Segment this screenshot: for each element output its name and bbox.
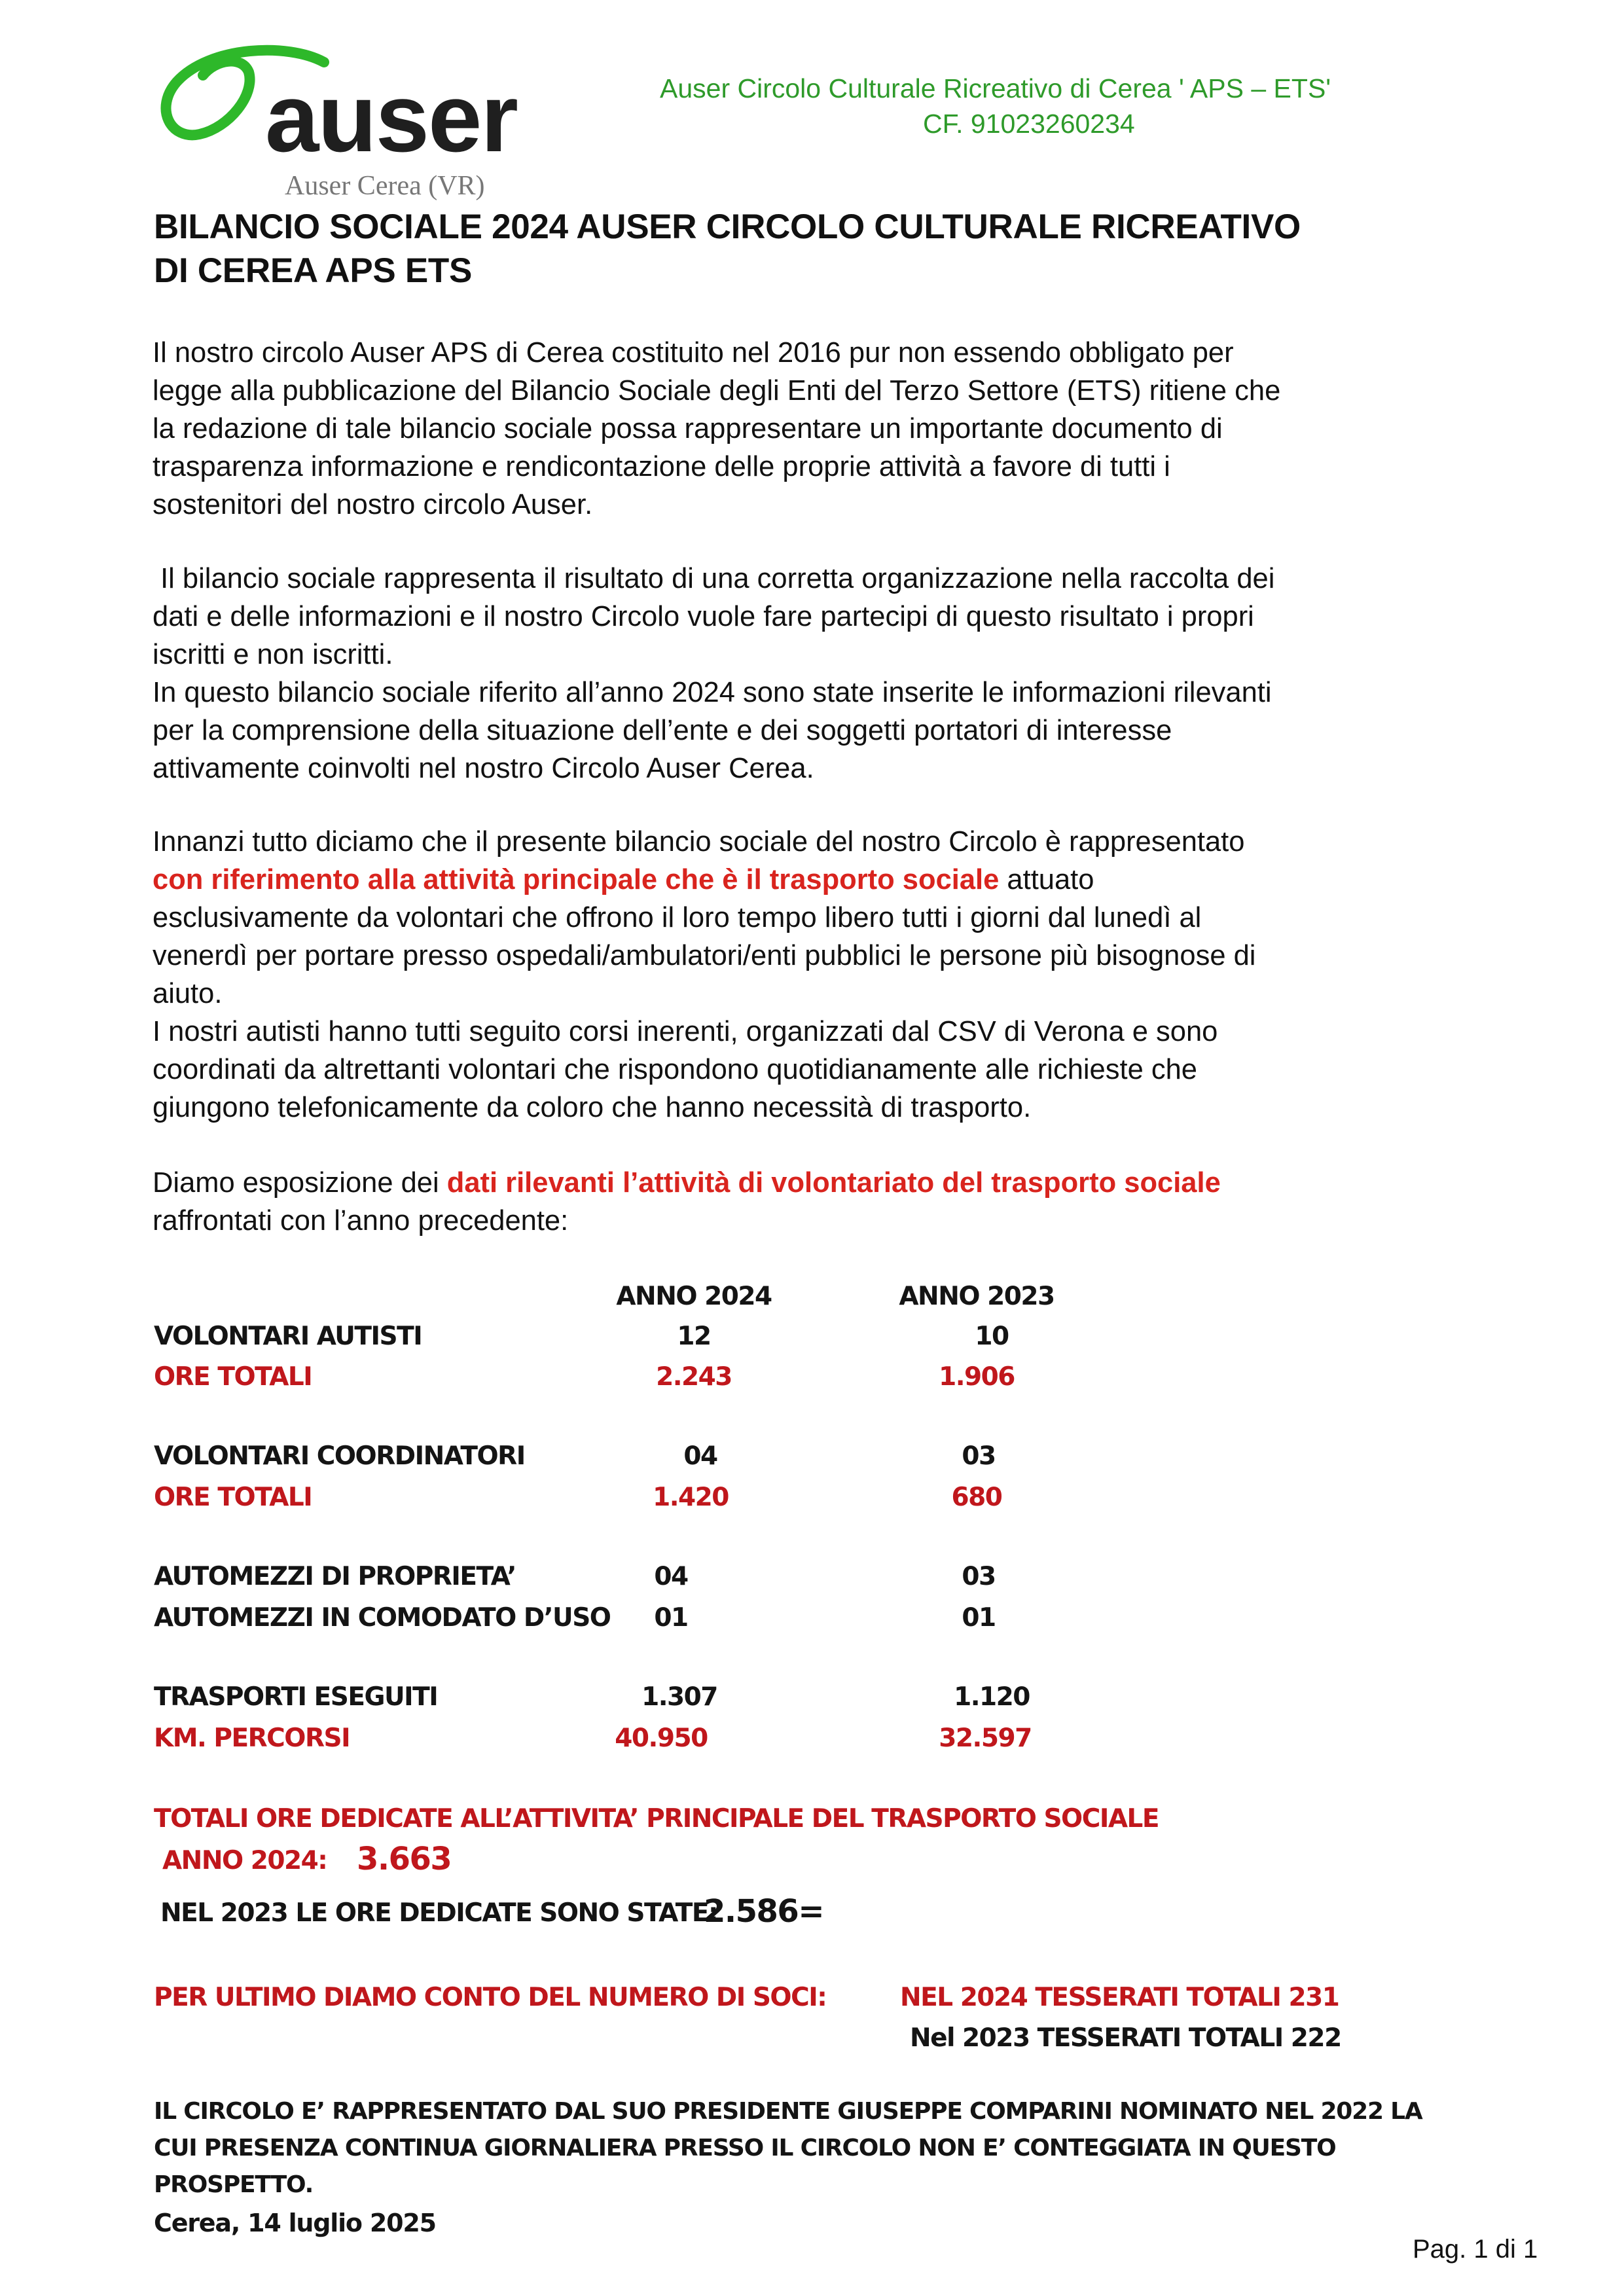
document-title-line-2: DI CEREA APS ETS xyxy=(154,251,473,290)
text-line: Il nostro circolo Auser APS di Cerea costituito nel 2016 pur non essendo obbligato per xyxy=(153,337,1234,369)
text-line: venerdì per portare presso ospedali/ambulatori/enti pubblici le persone più bisognose di xyxy=(153,940,1256,971)
value-2023: 680 xyxy=(951,1483,1002,1512)
text-line: Innanzi tutto diciamo che il presente bilancio sociale del nostro Circolo è rappresentato xyxy=(153,826,1245,858)
soci-2023: Nel 2023 TESSERATI TOTALI 222 xyxy=(910,2023,1341,2053)
text-line: sostenitori del nostro circolo Auser. xyxy=(153,489,593,520)
value-2024: 2.243 xyxy=(656,1362,732,1392)
soci-label: PER ULTIMO DIAMO CONTO DEL NUMERO DI SOCI: xyxy=(154,1983,827,2012)
row-label-volontari-autisti: VOLONTARI AUTISTI xyxy=(154,1322,422,1351)
org-tax-code: CF. 91023260234 xyxy=(923,109,1135,139)
row-label-volontari-coordinatori: VOLONTARI COORDINATORI xyxy=(154,1441,525,1471)
row-label-automezzi-proprieta: AUTOMEZZI DI PROPRIETA’ xyxy=(154,1562,516,1591)
value-2024: 1.420 xyxy=(653,1483,729,1512)
value-2023: 01 xyxy=(962,1603,996,1633)
paragraph-trasporto xyxy=(153,823,1255,1127)
row-label-ore-totali-autisti: ORE TOTALI xyxy=(154,1362,312,1392)
value-2023: 1.906 xyxy=(939,1362,1015,1392)
footer-note-line: PROSPETTO. xyxy=(154,2171,314,2198)
text-line: la redazione di tale bilancio sociale possa rappresentare un importante documento di xyxy=(153,413,1223,444)
paragraph-intro xyxy=(153,334,1280,524)
totals-heading: TOTALI ORE DEDICATE ALL’ATTIVITA’ PRINCIPALE DEL TRASPORTO SOCIALE xyxy=(154,1804,1159,1834)
totals-prev-value: 2.586= xyxy=(704,1893,824,1930)
totals-year-label: ANNO 2024: xyxy=(162,1846,327,1875)
text-line: legge alla pubblicazione del Bilancio Sociale degli Enti del Terzo Settore (ETS) ritiene che xyxy=(153,375,1281,407)
row-label-km-percorsi: KM. PERCORSI xyxy=(154,1724,350,1753)
value-2023: 03 xyxy=(962,1441,996,1471)
totals-year-value: 3.663 xyxy=(357,1841,452,1877)
org-name: Auser Circolo Culturale Ricreativo di Cerea ' APS – ETS' xyxy=(660,73,1331,103)
value-2024: 1.307 xyxy=(641,1682,717,1712)
column-header-2023: ANNO 2023 xyxy=(899,1282,1055,1311)
value-2023: 32.597 xyxy=(939,1724,1032,1753)
value-2023: 10 xyxy=(975,1322,1009,1351)
text-line: iscritti e non iscritti. xyxy=(153,639,393,670)
value-2024: 12 xyxy=(677,1322,711,1351)
text-line: I nostri autisti hanno tutti seguito corsi inerenti, organizzati dal CSV di Verona e sono xyxy=(153,1016,1218,1047)
soci-2024: NEL 2024 TESSERATI TOTALI 231 xyxy=(900,1983,1339,2012)
row-label-ore-totali-coordinatori: ORE TOTALI xyxy=(154,1483,312,1512)
paragraph-bilancio xyxy=(153,560,1274,787)
logo-wordmark: auser xyxy=(265,64,517,172)
text-line xyxy=(153,1164,1221,1202)
text-line: coordinati da altrettanti volontari che rispondono quotidianamente alle richieste che xyxy=(153,1054,1197,1085)
text-line: attivamente coinvolti nel nostro Circolo Auser Cerea. xyxy=(153,753,814,784)
place-date: Cerea, 14 luglio 2025 xyxy=(154,2209,436,2237)
page-number: Pag. 1 di 1 xyxy=(1413,2235,1538,2264)
text-line: dati e delle informazioni e il nostro Circolo vuole fare partecipi di questo risultato i propri xyxy=(153,601,1254,632)
text-line: Il bilancio sociale rappresenta il risultato di una corretta organizzazione nella raccolta dei xyxy=(153,563,1275,594)
paragraph-dati xyxy=(153,1164,1221,1240)
text-line: giungono telefonicamente da coloro che hanno necessità di trasporto. xyxy=(153,1092,1032,1123)
row-label-automezzi-comodato: AUTOMEZZI IN COMODATO D’USO xyxy=(154,1603,611,1633)
highlight-text: con riferimento alla attività principale che è il trasporto sociale xyxy=(153,864,1000,895)
document-title-line-1: BILANCIO SOCIALE 2024 AUSER CIRCOLO CULTURALE RICREATIVO xyxy=(154,208,1301,246)
value-2023: 1.120 xyxy=(954,1682,1030,1712)
text-fragment: Diamo esposizione dei xyxy=(153,1167,447,1199)
value-2024: 04 xyxy=(654,1562,688,1591)
value-2024: 40.950 xyxy=(615,1724,708,1753)
text-line xyxy=(153,861,1255,899)
text-line: In questo bilancio sociale riferito all’anno 2024 sono state inserite le informazioni rilevanti xyxy=(153,677,1272,708)
text-fragment: attuato xyxy=(999,864,1094,895)
totals-prev-label: NEL 2023 LE ORE DEDICATE SONO STATE: xyxy=(160,1898,718,1928)
column-header-2024: ANNO 2024 xyxy=(616,1282,772,1311)
text-line: per la comprensione della situazione dell’ente e dei soggetti portatori di interesse xyxy=(153,715,1172,746)
text-line: aiuto. xyxy=(153,978,223,1009)
highlight-text: dati rilevanti l’attività di volontariato del trasporto sociale xyxy=(446,1167,1221,1199)
text-line: esclusivamente da volontari che offrono il loro tempo libero tutti i giorni dal lunedì al xyxy=(153,902,1202,933)
value-2023: 03 xyxy=(962,1562,996,1591)
row-label-trasporti-eseguiti: TRASPORTI ESEGUITI xyxy=(154,1682,438,1712)
value-2024: 01 xyxy=(654,1603,688,1633)
logo-subtitle: Auser Cerea (VR) xyxy=(285,171,485,201)
text-line: raffrontati con l’anno precedente: xyxy=(153,1205,569,1237)
auser-logo xyxy=(151,36,517,201)
text-line: trasparenza informazione e rendicontazione delle proprie attività a favore di tutti i xyxy=(153,451,1170,482)
value-2024: 04 xyxy=(683,1441,717,1471)
footer-note-line: CUI PRESENZA CONTINUA GIORNALIERA PRESSO IL CIRCOLO NON E’ CONTEGGIATA IN QUESTO xyxy=(154,2135,1336,2161)
footer-note-line: IL CIRCOLO E’ RAPPRESENTATO DAL SUO PRESIDENTE GIUSEPPE COMPARINI NOMINATO NEL 2022 LA xyxy=(154,2098,1422,2125)
